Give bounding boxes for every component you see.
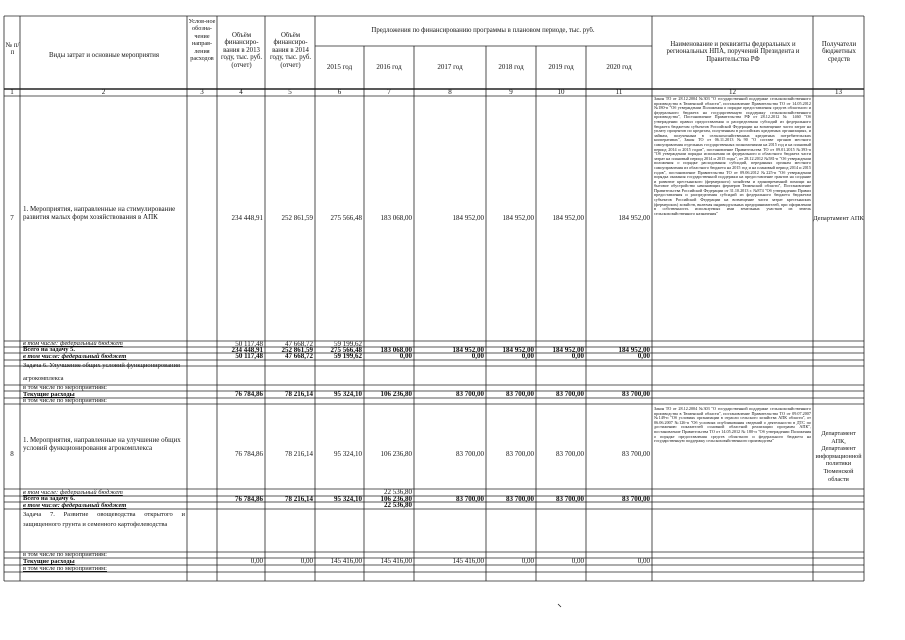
value-2015: 275 566,48	[330, 347, 362, 353]
value-2018: 184 952,00	[502, 215, 534, 222]
value-2013: 50 117,48	[235, 353, 263, 360]
value-2018: 83 700,00	[506, 391, 534, 398]
value-2014: 78 216,14	[285, 391, 313, 398]
value-2018: 184 952,00	[502, 347, 534, 353]
value-2013: 234 448,91	[231, 347, 263, 353]
task-title: Задача 6. Улучшение общих условий функционирования агрокомплекса	[23, 362, 180, 382]
colnum: 12	[729, 89, 736, 96]
header-year-2016: 2016 год	[376, 64, 402, 71]
value-2017: 184 952,00	[452, 215, 484, 222]
value-2014: 47 668,72	[285, 341, 313, 347]
colnum: 10	[557, 89, 565, 96]
row-label: Текущие расходы	[23, 391, 75, 398]
header-col-direction: Услов-ное обозна-чение направ-ления расходов	[188, 18, 216, 63]
header-col-proposals: Предложения по финансированию программы в плановом периоде, тыс. руб.	[371, 27, 595, 34]
task-title: Задача 7. Развитие овощеводства открытого и защищенного грунта и семенного картофелеводства	[23, 511, 185, 528]
value-2020: 0,00	[637, 558, 650, 565]
value-2016: 183 068,00	[380, 215, 412, 222]
value-2014: 252 861,59	[281, 215, 313, 222]
value-2017: 83 700,00	[456, 391, 484, 398]
value-2019: 0,00	[571, 558, 584, 565]
value-2013: 0,00	[250, 558, 263, 565]
value-2016: 22 536,80	[384, 489, 412, 496]
header-col-recipients: Получатели бюджетных средств	[821, 41, 857, 63]
value-2016: 106 236,80	[380, 451, 412, 458]
header-col-npa: Наименование и реквизиты федеральных и региональных НПА, поручений Президента и Правительства РФ	[666, 41, 800, 63]
value-2014: 252 861,59	[281, 347, 313, 353]
row-label: Всего на задачу 5.	[23, 347, 76, 353]
npa-text: Закон ТО от 28.12.2004 №303 "О государственной поддержке сельскохозяйственного производства в Тюменской области", постановление Правительства ТО от 09.07.2007 №149-п "Об условиях организации в отрасли сельского хозяйства АПК области", от 06.06.2007 №126-п "Об условиях опубликования сведений о деятельности в ДТС по достижению показателей основной областной реализации программ АПК", постановление Правительства ТО от 14.05.2012 № 180-п "Об утверждении Положения о порядке предоставления средств областного и федерального бюджета на государственную поддержку сельскохозяйственного производства"	[654, 407, 811, 444]
value-2016: 0,00	[399, 353, 412, 360]
colnum: 9	[509, 89, 513, 96]
colnum: 11	[615, 89, 623, 96]
value-2019: 83 700,00	[556, 451, 584, 458]
value-2018: 0,00	[521, 353, 534, 360]
value-2018: 0,00	[521, 558, 534, 565]
value-2017: 184 952,00	[452, 347, 484, 353]
value-2019: 184 952,00	[552, 215, 584, 222]
row-number: 7	[10, 215, 14, 222]
value-2016: 106 236,80	[380, 496, 412, 502]
row-number: 8	[10, 451, 14, 458]
value-2015: 95 324,10	[334, 451, 362, 458]
header-col-no: № п/п	[5, 42, 20, 57]
value-2020: 184 952,00	[618, 347, 650, 353]
activity-name: 1. Мероприятия, направленные на стимулирование развития малых форм хозяйствования в АПК	[23, 206, 176, 221]
row-label: в том числе: федеральный бюджет	[23, 502, 127, 509]
value-2015: 95 324,10	[334, 496, 362, 502]
header-year-2019: 2019 год	[548, 64, 574, 71]
header-year-2015: 2015 год	[326, 64, 353, 71]
value-2014: 47 668,72	[285, 353, 313, 360]
colnum: 3	[200, 89, 204, 96]
value-2013: 76 784,86	[235, 496, 263, 502]
row-label: в том числе по мероприятиям:	[23, 385, 107, 391]
value-2013: 76 784,86	[235, 451, 263, 458]
header-year-2018: 2018 год	[498, 64, 524, 71]
value-2020: 0,00	[637, 353, 650, 360]
header-year-2017: 2017 год	[437, 64, 463, 71]
value-2014: 78 216,14	[285, 451, 313, 458]
value-2020: 83 700,00	[622, 451, 650, 458]
recipient: Департамент АПК, Департамент информационной политики Тюменской области	[815, 430, 862, 483]
row-label: в том числе: федеральный бюджет	[23, 489, 123, 496]
value-2014: 78 216,14	[285, 496, 313, 502]
activity-name: 1. Мероприятия, направленные на улучшение общих условий функционирования агрокомплекса	[23, 437, 181, 452]
value-2013: 76 784,86	[235, 391, 263, 398]
value-2019: 83 700,00	[556, 496, 584, 502]
row-label: в том числе: федеральный бюджет	[23, 341, 123, 347]
row-label: в том числе: федеральный бюджет	[23, 353, 127, 360]
value-2019: 83 700,00	[556, 391, 584, 398]
npa-text: Закон ТО от 28.12.2004 №303 "О государственной поддержке сельскохозяйственного производства в Тюменской области", постановление Правительства ТО от 14.05.2012 №180-п "Об утверждении Положения о порядке предоставления средств областного и федерального бюджета на государственную поддержку сельскохозяйственного производства", Постановление Правительства РФ от 28.12.2012 № 1460 "Об утверждении правил предоставления и распределения субсидий из федерального бюджета бюджетам субъектов Российской Федерации на возмещение части затрат на уплату процентов по кредитам, полученным в российских кредитных организациях, и займам, полученным в сельскохозяйственных кредитных потребительских кооперативах", Закон ТО от 06.11.2013 №90 "О составе органов местного самоуправления отдельных государственных полномочиями на 2015 год и на плановый период 2014 и 2015 годов", постановление Правительства ТО от 09.01.2015 №393-п "Об утверждении порядка исполнения из федерального и областного бюджета части затрат на плановый период 2014 и 2015 годы", от 28.12.2012 №581-п "Об утверждении положения о порядке расходования субсидий, переданных органам местного самоуправления из областного бюджета на 2015 год и на плановый период 2014 и 2015 годов", постановление Правительства ТО от 09.06.2012 №225-п "Об утверждении порядка оказания государственной поддержки на предоставление грантов на создание и развитие крестьянского (фермерского) хозяйства и единовременной помощи на бытовое обустройство начинающих фермеров Тюменской области", Постановление Правительства Российской Федерации от 31.10.2013 г. №874 "Об утверждении Правил предоставления и распределения субсидий из федерального бюджета бюджетам субъектов Российской Федерации на возмещение части затрат крестьянских (фермерских) хозяйств, включая индивидуальных предпринимателей, при оформлении в собственность используемых ими земельных участков из земель сельскохозяйственного назначения"	[654, 97, 811, 216]
colnum: 5	[288, 89, 292, 96]
value-2016: 145 416,00	[380, 558, 412, 565]
header-year-2020: 2020 год	[606, 64, 632, 71]
value-2018: 83 700,00	[506, 451, 534, 458]
colnum: 2	[101, 89, 106, 96]
value-2017: 0,00	[471, 353, 484, 360]
header-col-fin-2014: Объём финансиро-вания в 2014 году, тыс. руб. (отчет)	[269, 32, 312, 69]
value-2015: 59 199,62	[334, 353, 362, 360]
value-2018: 83 700,00	[506, 496, 534, 502]
colnum: 6	[337, 89, 342, 96]
row-label: Всего на задачу 6.	[23, 496, 76, 502]
scan-mark	[558, 604, 561, 607]
value-2016: 22 536,80	[384, 502, 412, 509]
value-2013: 234 448,91	[231, 215, 263, 222]
colnum: 1	[10, 89, 14, 96]
value-2020: 184 952,00	[618, 215, 650, 222]
value-2020: 83 700,00	[622, 391, 650, 398]
colnum: 13	[835, 89, 842, 96]
value-2015: 145 416,00	[330, 558, 362, 565]
colnum: 8	[448, 89, 452, 96]
value-2015: 59 199,62	[334, 341, 362, 347]
row-label: в том числе по мероприятиям:	[23, 398, 107, 404]
value-2016: 106 236,80	[380, 391, 412, 398]
value-2017: 83 700,00	[456, 451, 484, 458]
value-2013: 50 117,48	[235, 341, 263, 347]
colnum: 4	[239, 89, 243, 96]
row-label: в том числе по мероприятиям:	[23, 552, 107, 558]
header-col-fin-2013: Объём финансиро-вания в 2013 году, тыс. руб. (отчет)	[220, 32, 263, 69]
value-2016: 183 068,00	[380, 347, 412, 353]
header-col-activities: Виды затрат и основные мероприятия	[48, 52, 160, 59]
value-2020: 83 700,00	[622, 496, 650, 502]
recipient: Департамент АПК	[813, 215, 864, 222]
value-2017: 83 700,00	[456, 496, 484, 502]
value-2019: 0,00	[571, 353, 584, 360]
value-2015: 95 324,10	[334, 391, 362, 398]
colnum: 7	[387, 89, 391, 96]
value-2015: 275 566,48	[330, 215, 362, 222]
value-2014: 0,00	[300, 558, 313, 565]
row-label: Текущие расходы	[23, 558, 75, 565]
value-2019: 184 952,00	[552, 347, 584, 353]
value-2017: 145 416,00	[452, 558, 484, 565]
row-label: в том числе по мероприятиям:	[23, 565, 107, 572]
